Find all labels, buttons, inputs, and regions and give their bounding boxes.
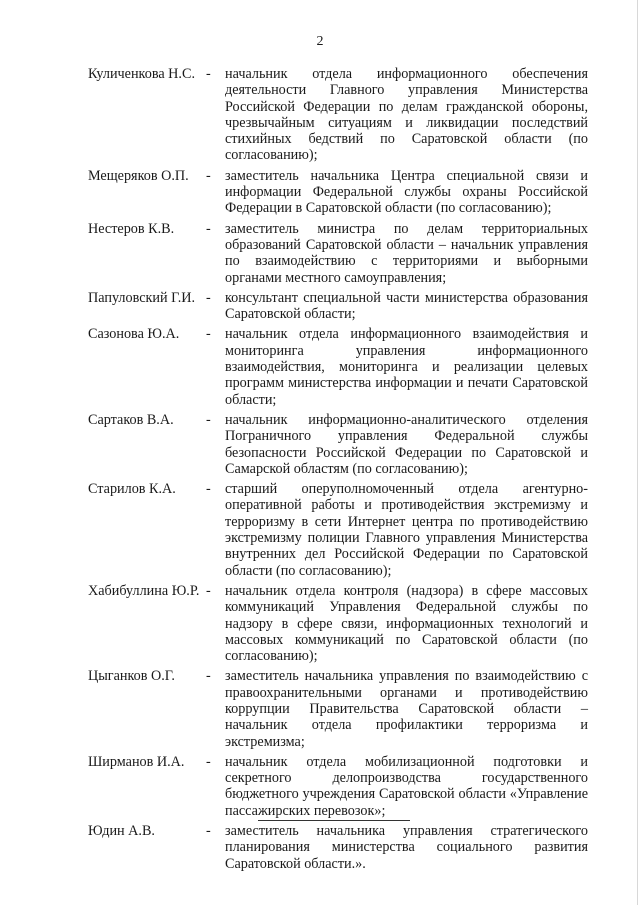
member-position: заместитель начальника управления стратегического планирования министерства социального развития Саратовской области.». xyxy=(225,823,588,872)
member-name: Хабибуллина Ю.Р. xyxy=(88,582,200,599)
roster-entry xyxy=(88,823,588,872)
closing-rule xyxy=(258,820,410,821)
separator-dash: - xyxy=(206,481,211,498)
separator-dash: - xyxy=(206,220,211,237)
separator-dash: - xyxy=(206,289,211,306)
member-name: Сартаков В.А. xyxy=(88,411,174,428)
member-name: Нестеров К.В. xyxy=(88,220,175,237)
roster-list xyxy=(88,66,588,876)
separator-dash: - xyxy=(206,823,211,840)
page-number: 2 xyxy=(316,34,324,49)
separator-dash: - xyxy=(206,582,211,599)
member-name: Старилов К.А. xyxy=(88,481,176,498)
member-name: Папуловский Г.И. xyxy=(88,289,196,306)
separator-dash: - xyxy=(206,167,211,184)
roster-entry xyxy=(88,290,588,323)
member-position: консультант специальной части министерства образования Саратовской области; xyxy=(225,289,588,323)
member-position: старший оперуполномоченный отдела агентурно-оперативной работы и противодействия экстремизму и терроризму в сети Интернет центра по противодействию экстремизму полиции Главного управления Министерства внутренних дел Российской Федерации по Саратовской области (по согласованию); xyxy=(225,481,588,579)
member-position: заместитель начальника управления по взаимодействию с правоохранительными органами и противодействию коррупции Правительства Саратовской области – начальник отдела профилактики терроризма и экстремизма; xyxy=(225,668,588,750)
separator-dash: - xyxy=(206,66,211,82)
member-position: начальник отдела контроля (надзора) в сфере массовых коммуникаций Управления Федеральной службы по надзору в сфере связи, информационных технологий и массовых коммуникаций по Саратовской области (по согласованию); xyxy=(225,582,588,665)
separator-dash: - xyxy=(206,326,211,343)
member-name: Мещеряков О.П. xyxy=(88,167,189,184)
member-position: заместитель начальника Центра специальной связи и информации Федеральной службы охраны Российской Федерации в Саратовской области (по согласованию); xyxy=(225,167,588,217)
roster-entry xyxy=(88,754,588,819)
member-name: Цыганков О.Г. xyxy=(88,668,175,685)
roster-entry xyxy=(88,412,588,477)
scan-edge-divider xyxy=(637,0,638,905)
member-position: начальник отдела мобилизационной подготовки и секретного делопроизводства государственного бюджетного учреждения Саратовской области «Управление пассажирских перевозок»; xyxy=(225,753,588,819)
separator-dash: - xyxy=(206,753,211,770)
member-name: Сазонова Ю.А. xyxy=(88,326,180,343)
member-position: заместитель министра по делам территориальных образований Саратовской области – начальник управления по взаимодействию с территориями и выборными органами местного самоуправления; xyxy=(225,220,588,286)
roster-entry xyxy=(88,481,588,579)
member-name: Ширманов И.А. xyxy=(88,753,185,770)
separator-dash: - xyxy=(206,668,211,685)
member-position: начальник отдела информационного взаимодействия и мониторинга управления информационного взаимодействия, мониторинга и реализации целевых программ министерства информации и печати Саратовской области; xyxy=(225,326,588,408)
member-position: начальник отдела информационного обеспечения деятельности Главного управления Министерства Российской Федерации по делам гражданской обороны, чрезвычайным ситуациям и ликвидации последствий стихийных бедствий по Саратовской области (по согласованию); xyxy=(225,66,588,164)
member-position: начальник информационно-аналитического отделения Пограничного управления Федеральной службы безопасности Российской Федерации по Саратовской и Самарской областям (по согласованию); xyxy=(225,411,588,477)
roster-entry xyxy=(88,221,588,286)
member-name: Юдин А.В. xyxy=(88,823,155,840)
roster-entry xyxy=(88,668,588,749)
roster-entry xyxy=(88,168,588,217)
separator-dash: - xyxy=(206,411,211,428)
member-name: Куличенкова Н.С. xyxy=(88,66,195,82)
roster-entry xyxy=(88,326,588,407)
roster-entry xyxy=(88,66,588,164)
roster-entry xyxy=(88,583,588,664)
